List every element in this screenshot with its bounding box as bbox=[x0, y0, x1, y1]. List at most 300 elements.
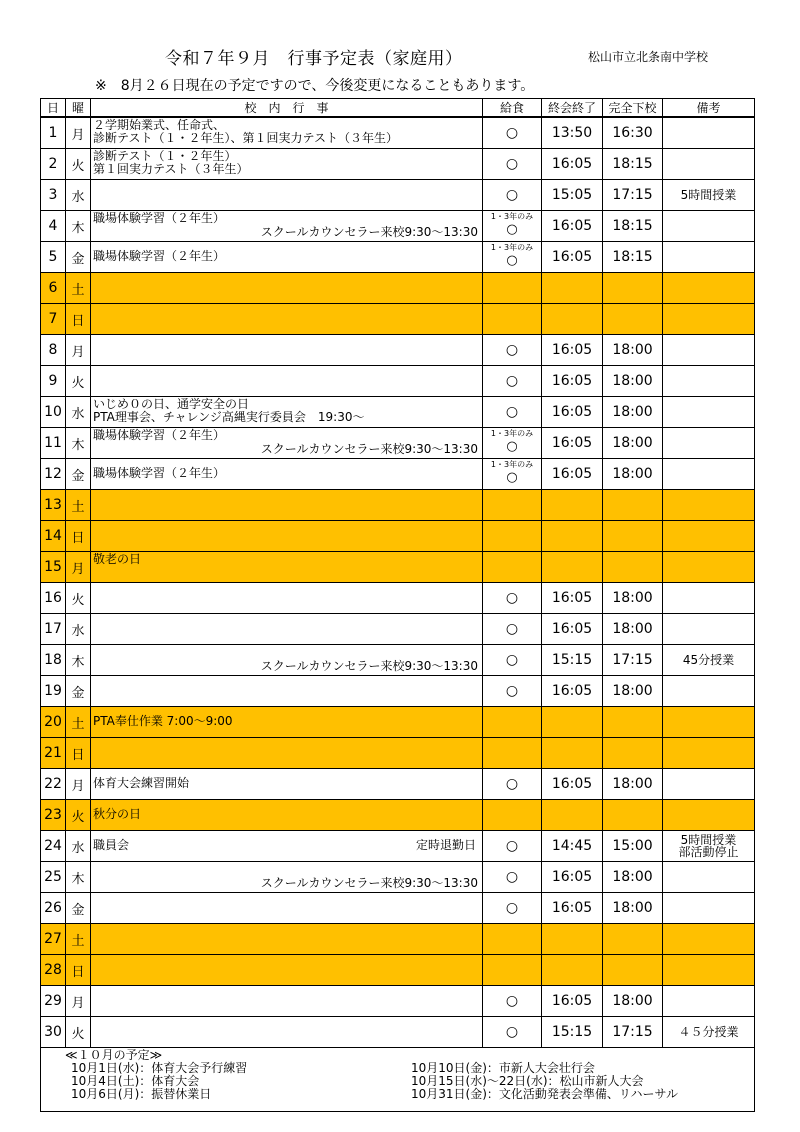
header-dow: 曜 bbox=[66, 99, 91, 118]
table-row bbox=[41, 211, 755, 242]
meal-mark: ○ bbox=[505, 869, 519, 885]
remarks-cell bbox=[663, 180, 755, 211]
table-row bbox=[41, 893, 755, 924]
remarks-cell bbox=[663, 273, 755, 304]
table-row bbox=[41, 459, 755, 490]
end-time-cell: 16:05 bbox=[542, 583, 603, 614]
meal-cell bbox=[483, 707, 542, 738]
end-time-cell: 16:05 bbox=[542, 459, 603, 490]
end-time-cell bbox=[542, 304, 603, 335]
events-cell bbox=[91, 986, 483, 1017]
table-row bbox=[41, 800, 755, 831]
leave-time-cell: 18:00 bbox=[603, 428, 663, 459]
remarks-cell bbox=[663, 986, 755, 1017]
meal-mark: ○ bbox=[505, 776, 519, 792]
day-cell: 24 bbox=[41, 831, 66, 862]
events-cell bbox=[91, 304, 483, 335]
end-time-cell: 16:05 bbox=[542, 428, 603, 459]
end-time-cell bbox=[542, 521, 603, 552]
weekday-cell: 水 bbox=[66, 831, 91, 862]
table-row bbox=[41, 924, 755, 955]
weekday-cell: 土 bbox=[66, 924, 91, 955]
remarks-cell bbox=[663, 211, 755, 242]
meal-cell bbox=[483, 831, 542, 862]
remarks-cell bbox=[663, 1017, 755, 1048]
meal-cell bbox=[483, 893, 542, 924]
meal-cell bbox=[483, 273, 542, 304]
header-end: 終会終了 bbox=[542, 99, 603, 118]
end-time-cell bbox=[542, 800, 603, 831]
event-line: 診断テスト（１・２年生） bbox=[93, 149, 237, 163]
end-time-cell bbox=[542, 924, 603, 955]
day-cell: 18 bbox=[41, 645, 66, 676]
meal-limit-label: 1・3年のみ bbox=[490, 212, 534, 221]
meal-cell bbox=[483, 180, 542, 211]
meal-cell bbox=[483, 738, 542, 769]
header-day: 日 bbox=[41, 99, 66, 118]
meal-limit-label: 1・3年のみ bbox=[490, 460, 534, 469]
event-line: 職員会 bbox=[93, 838, 130, 852]
leave-time-cell: 18:00 bbox=[603, 986, 663, 1017]
table-row bbox=[41, 149, 755, 180]
meal-mark: ○ bbox=[506, 253, 518, 268]
meal-mark: ○ bbox=[505, 156, 519, 172]
header-remarks: 備考 bbox=[663, 99, 755, 118]
leave-time-cell bbox=[603, 800, 663, 831]
leave-time-cell: 18:00 bbox=[603, 366, 663, 397]
end-time-cell: 14:45 bbox=[542, 831, 603, 862]
day-cell: 8 bbox=[41, 335, 66, 366]
event-line: いじめ０の日、通学安全の日 bbox=[93, 397, 250, 411]
meal-mark: ○ bbox=[506, 439, 518, 454]
remarks-cell bbox=[663, 459, 755, 490]
meal-cell bbox=[483, 769, 542, 800]
remarks-cell bbox=[663, 335, 755, 366]
weekday-cell: 水 bbox=[66, 397, 91, 428]
weekday-cell: 月 bbox=[66, 117, 91, 149]
header-meal: 給食 bbox=[483, 99, 542, 118]
remarks-cell bbox=[663, 645, 755, 676]
event-note: スクールカウンセラー来校9:30～13:30 bbox=[260, 225, 478, 239]
events-cell bbox=[91, 583, 483, 614]
october-item: 10月15日(水)～22日(水)：松山市新人大会 bbox=[411, 1074, 644, 1088]
schedule-note: ※ 8月２６日現在の予定ですので、今後変更になることもあります。 bbox=[95, 78, 535, 94]
weekday-cell: 日 bbox=[66, 955, 91, 986]
weekday-cell: 土 bbox=[66, 273, 91, 304]
table-row bbox=[41, 676, 755, 707]
events-cell bbox=[91, 490, 483, 521]
day-cell: 10 bbox=[41, 397, 66, 428]
events-cell bbox=[91, 738, 483, 769]
table-row bbox=[41, 521, 755, 552]
meal-mark: ○ bbox=[505, 621, 519, 637]
remarks-cell bbox=[663, 366, 755, 397]
leave-time-cell bbox=[603, 521, 663, 552]
meal-cell bbox=[483, 521, 542, 552]
event-line: 職場体験学習（２年生） bbox=[93, 466, 226, 480]
meal-cell bbox=[483, 645, 542, 676]
end-time-cell bbox=[542, 738, 603, 769]
meal-mark: ○ bbox=[506, 470, 518, 485]
table-row bbox=[41, 831, 755, 862]
end-time-cell: 16:05 bbox=[542, 769, 603, 800]
day-cell: 13 bbox=[41, 490, 66, 521]
weekday-cell: 土 bbox=[66, 707, 91, 738]
event-note: スクールカウンセラー来校9:30～13:30 bbox=[260, 876, 478, 890]
event-line: 敬老の日 bbox=[93, 552, 142, 566]
leave-time-cell: 18:00 bbox=[603, 676, 663, 707]
table-row bbox=[41, 117, 755, 149]
table-row bbox=[41, 645, 755, 676]
meal-cell bbox=[483, 583, 542, 614]
event-note: スクールカウンセラー来校9:30～13:30 bbox=[260, 442, 478, 456]
events-cell bbox=[91, 955, 483, 986]
weekday-cell: 木 bbox=[66, 428, 91, 459]
weekday-cell: 金 bbox=[66, 242, 91, 273]
leave-time-cell bbox=[603, 955, 663, 986]
meal-cell bbox=[483, 211, 542, 242]
table-row bbox=[41, 1017, 755, 1048]
meal-cell bbox=[483, 676, 542, 707]
remarks-cell bbox=[663, 583, 755, 614]
day-cell: 20 bbox=[41, 707, 66, 738]
october-plans bbox=[41, 1048, 755, 1112]
leave-time-cell: 18:15 bbox=[603, 149, 663, 180]
leave-time-cell: 18:15 bbox=[603, 242, 663, 273]
end-time-cell: 15:15 bbox=[542, 645, 603, 676]
meal-cell bbox=[483, 1017, 542, 1048]
leave-time-cell: 17:15 bbox=[603, 1017, 663, 1048]
day-cell: 17 bbox=[41, 614, 66, 645]
remarks-line: ４５分授業 bbox=[678, 1025, 739, 1039]
end-time-cell: 15:05 bbox=[542, 180, 603, 211]
day-cell: 22 bbox=[41, 769, 66, 800]
weekday-cell: 月 bbox=[66, 986, 91, 1017]
remarks-cell bbox=[663, 800, 755, 831]
weekday-cell: 木 bbox=[66, 211, 91, 242]
page-title: 令和７年９月 行事予定表（家庭用） bbox=[165, 49, 463, 69]
remarks-cell bbox=[663, 304, 755, 335]
events-cell bbox=[91, 831, 483, 862]
weekday-cell: 火 bbox=[66, 1017, 91, 1048]
day-cell: 16 bbox=[41, 583, 66, 614]
meal-mark: ○ bbox=[505, 404, 519, 420]
day-cell: 30 bbox=[41, 1017, 66, 1048]
event-line: 職場体験学習（２年生） bbox=[93, 211, 226, 225]
meal-mark: ○ bbox=[505, 187, 519, 203]
events-cell bbox=[91, 707, 483, 738]
remarks-line: 5時間授業 bbox=[680, 833, 737, 847]
meal-cell bbox=[483, 862, 542, 893]
table-row bbox=[41, 738, 755, 769]
weekday-cell: 火 bbox=[66, 366, 91, 397]
day-cell: 5 bbox=[41, 242, 66, 273]
end-time-cell: 16:05 bbox=[542, 211, 603, 242]
remarks-cell bbox=[663, 552, 755, 583]
table-row bbox=[41, 583, 755, 614]
end-time-cell: 16:05 bbox=[542, 335, 603, 366]
end-time-cell: 16:05 bbox=[542, 862, 603, 893]
table-row bbox=[41, 707, 755, 738]
events-cell bbox=[91, 893, 483, 924]
remarks-cell bbox=[663, 149, 755, 180]
events-cell bbox=[91, 1017, 483, 1048]
weekday-cell: 火 bbox=[66, 800, 91, 831]
leave-time-cell: 18:00 bbox=[603, 397, 663, 428]
events-cell bbox=[91, 117, 483, 149]
end-time-cell bbox=[542, 490, 603, 521]
meal-cell bbox=[483, 924, 542, 955]
events-cell bbox=[91, 180, 483, 211]
events-cell bbox=[91, 645, 483, 676]
end-time-cell bbox=[542, 552, 603, 583]
end-time-cell bbox=[542, 273, 603, 304]
table-row bbox=[41, 366, 755, 397]
end-time-cell: 16:05 bbox=[542, 242, 603, 273]
day-cell: 12 bbox=[41, 459, 66, 490]
events-cell bbox=[91, 366, 483, 397]
leave-time-cell: 18:00 bbox=[603, 614, 663, 645]
remarks-cell bbox=[663, 955, 755, 986]
remarks-line: 5時間授業 bbox=[680, 188, 737, 202]
meal-cell bbox=[483, 614, 542, 645]
school-name: 松山市立北条南中学校 bbox=[588, 50, 709, 64]
meal-mark: ○ bbox=[505, 125, 519, 141]
table-row bbox=[41, 335, 755, 366]
events-cell bbox=[91, 397, 483, 428]
october-item: 10月4日(土)：体育大会 bbox=[71, 1074, 200, 1088]
meal-limit-label: 1・3年のみ bbox=[490, 429, 534, 438]
october-item: 10月10日(金)：市新人大会壮行会 bbox=[411, 1061, 595, 1075]
weekday-cell: 日 bbox=[66, 738, 91, 769]
day-cell: 29 bbox=[41, 986, 66, 1017]
day-cell: 14 bbox=[41, 521, 66, 552]
meal-mark: ○ bbox=[505, 373, 519, 389]
meal-mark: ○ bbox=[505, 342, 519, 358]
meal-cell bbox=[483, 490, 542, 521]
weekday-cell: 月 bbox=[66, 769, 91, 800]
table-row bbox=[41, 986, 755, 1017]
weekday-cell: 月 bbox=[66, 335, 91, 366]
meal-cell bbox=[483, 149, 542, 180]
table-row bbox=[41, 273, 755, 304]
events-cell bbox=[91, 211, 483, 242]
remarks-cell bbox=[663, 738, 755, 769]
leave-time-cell: 18:00 bbox=[603, 769, 663, 800]
leave-time-cell: 18:00 bbox=[603, 583, 663, 614]
day-cell: 3 bbox=[41, 180, 66, 211]
weekday-cell: 木 bbox=[66, 862, 91, 893]
meal-mark: ○ bbox=[505, 1024, 519, 1040]
remarks-cell bbox=[663, 614, 755, 645]
remarks-cell bbox=[663, 769, 755, 800]
leave-time-cell: 17:15 bbox=[603, 180, 663, 211]
events-cell bbox=[91, 273, 483, 304]
leave-time-cell: 18:00 bbox=[603, 459, 663, 490]
leave-time-cell bbox=[603, 552, 663, 583]
table-row bbox=[41, 180, 755, 211]
day-cell: 9 bbox=[41, 366, 66, 397]
end-time-cell: 16:05 bbox=[542, 893, 603, 924]
table-row bbox=[41, 955, 755, 986]
leave-time-cell: 18:00 bbox=[603, 893, 663, 924]
meal-mark: ○ bbox=[505, 900, 519, 916]
meal-limit-label: 1・3年のみ bbox=[490, 243, 534, 252]
october-item: 10月1日(水)：体育大会予行練習 bbox=[71, 1061, 248, 1075]
end-time-cell: 16:05 bbox=[542, 986, 603, 1017]
weekday-cell: 木 bbox=[66, 645, 91, 676]
meal-cell bbox=[483, 242, 542, 273]
meal-cell bbox=[483, 800, 542, 831]
weekday-cell: 土 bbox=[66, 490, 91, 521]
day-cell: 2 bbox=[41, 149, 66, 180]
end-time-cell: 16:05 bbox=[542, 676, 603, 707]
table-row bbox=[41, 769, 755, 800]
events-cell bbox=[91, 614, 483, 645]
remarks-cell bbox=[663, 428, 755, 459]
october-heading: ≪１０月の予定≫ bbox=[65, 1048, 163, 1062]
schedule-table bbox=[40, 98, 755, 1112]
leave-time-cell bbox=[603, 490, 663, 521]
day-cell: 25 bbox=[41, 862, 66, 893]
events-cell bbox=[91, 459, 483, 490]
weekday-cell: 月 bbox=[66, 552, 91, 583]
event-line: 第１回実力テスト（３年生） bbox=[93, 162, 249, 176]
remarks-line: 部活動停止 bbox=[678, 845, 739, 859]
day-cell: 28 bbox=[41, 955, 66, 986]
leave-time-cell: 18:00 bbox=[603, 862, 663, 893]
table-row bbox=[41, 304, 755, 335]
day-cell: 1 bbox=[41, 117, 66, 149]
events-cell bbox=[91, 335, 483, 366]
october-item: 10月6日(月)：振替休業日 bbox=[71, 1087, 212, 1101]
remarks-line: 45分授業 bbox=[682, 653, 735, 667]
leave-time-cell: 17:15 bbox=[603, 645, 663, 676]
weekday-cell: 金 bbox=[66, 459, 91, 490]
events-cell bbox=[91, 521, 483, 552]
weekday-cell: 金 bbox=[66, 893, 91, 924]
remarks-cell bbox=[663, 862, 755, 893]
day-cell: 11 bbox=[41, 428, 66, 459]
end-time-cell bbox=[542, 707, 603, 738]
meal-cell bbox=[483, 304, 542, 335]
day-cell: 4 bbox=[41, 211, 66, 242]
october-plans-row bbox=[41, 1048, 755, 1112]
october-item: 10月31日(金)：文化活動発表会準備、リハーサル bbox=[411, 1087, 678, 1101]
day-cell: 26 bbox=[41, 893, 66, 924]
leave-time-cell: 18:00 bbox=[603, 335, 663, 366]
day-cell: 23 bbox=[41, 800, 66, 831]
meal-mark: ○ bbox=[505, 993, 519, 1009]
remarks-cell bbox=[663, 117, 755, 149]
weekday-cell: 日 bbox=[66, 521, 91, 552]
leave-time-cell: 16:30 bbox=[603, 117, 663, 149]
events-cell bbox=[91, 149, 483, 180]
remarks-cell bbox=[663, 707, 755, 738]
events-cell bbox=[91, 924, 483, 955]
meal-cell bbox=[483, 397, 542, 428]
weekday-cell: 火 bbox=[66, 583, 91, 614]
events-cell bbox=[91, 552, 483, 583]
remarks-cell bbox=[663, 893, 755, 924]
event-line: PTA理事会、チャレンジ高縄実行委員会 19:30～ bbox=[93, 410, 365, 424]
table-header-row bbox=[41, 99, 755, 118]
table-row bbox=[41, 862, 755, 893]
event-note: スクールカウンセラー来校9:30～13:30 bbox=[260, 659, 478, 673]
weekday-cell: 金 bbox=[66, 676, 91, 707]
remarks-cell bbox=[663, 924, 755, 955]
events-cell bbox=[91, 800, 483, 831]
event-line: 職場体験学習（２年生） bbox=[93, 249, 226, 263]
meal-mark: ○ bbox=[505, 683, 519, 699]
events-cell bbox=[91, 769, 483, 800]
table-row bbox=[41, 614, 755, 645]
leave-time-cell bbox=[603, 707, 663, 738]
meal-cell bbox=[483, 117, 542, 149]
day-cell: 7 bbox=[41, 304, 66, 335]
table-row bbox=[41, 397, 755, 428]
leave-time-cell bbox=[603, 273, 663, 304]
event-note: 定時退勤日 bbox=[415, 838, 476, 852]
day-cell: 15 bbox=[41, 552, 66, 583]
meal-cell bbox=[483, 955, 542, 986]
end-time-cell: 16:05 bbox=[542, 397, 603, 428]
meal-mark: ○ bbox=[506, 222, 518, 237]
event-line: 職場体験学習（２年生） bbox=[93, 428, 226, 442]
table-row bbox=[41, 428, 755, 459]
leave-time-cell bbox=[603, 304, 663, 335]
leave-time-cell bbox=[603, 738, 663, 769]
event-line: 秋分の日 bbox=[93, 807, 142, 821]
day-cell: 19 bbox=[41, 676, 66, 707]
events-cell bbox=[91, 428, 483, 459]
meal-mark: ○ bbox=[505, 838, 519, 854]
meal-mark: ○ bbox=[505, 590, 519, 606]
header-leave: 完全下校 bbox=[603, 99, 663, 118]
events-cell bbox=[91, 676, 483, 707]
table-row bbox=[41, 552, 755, 583]
meal-mark: ○ bbox=[505, 652, 519, 668]
table-row bbox=[41, 490, 755, 521]
event-line: 診断テスト（１・２年生）、第１回実力テスト（３年生） bbox=[93, 131, 399, 145]
meal-cell bbox=[483, 552, 542, 583]
remarks-cell bbox=[663, 676, 755, 707]
weekday-cell: 火 bbox=[66, 149, 91, 180]
day-cell: 6 bbox=[41, 273, 66, 304]
end-time-cell: 15:15 bbox=[542, 1017, 603, 1048]
meal-cell bbox=[483, 428, 542, 459]
table-row bbox=[41, 242, 755, 273]
header-events: 校 内 行 事 bbox=[91, 99, 483, 118]
remarks-cell bbox=[663, 831, 755, 862]
end-time-cell: 16:05 bbox=[542, 149, 603, 180]
end-time-cell: 16:05 bbox=[542, 366, 603, 397]
leave-time-cell: 15:00 bbox=[603, 831, 663, 862]
remarks-cell bbox=[663, 242, 755, 273]
meal-cell bbox=[483, 986, 542, 1017]
end-time-cell: 13:50 bbox=[542, 117, 603, 149]
event-line: ２学期始業式、任命式、 bbox=[93, 118, 226, 132]
weekday-cell: 水 bbox=[66, 614, 91, 645]
meal-cell bbox=[483, 459, 542, 490]
meal-cell bbox=[483, 335, 542, 366]
weekday-cell: 日 bbox=[66, 304, 91, 335]
day-cell: 27 bbox=[41, 924, 66, 955]
remarks-cell bbox=[663, 521, 755, 552]
remarks-cell bbox=[663, 490, 755, 521]
end-time-cell bbox=[542, 955, 603, 986]
events-cell bbox=[91, 862, 483, 893]
